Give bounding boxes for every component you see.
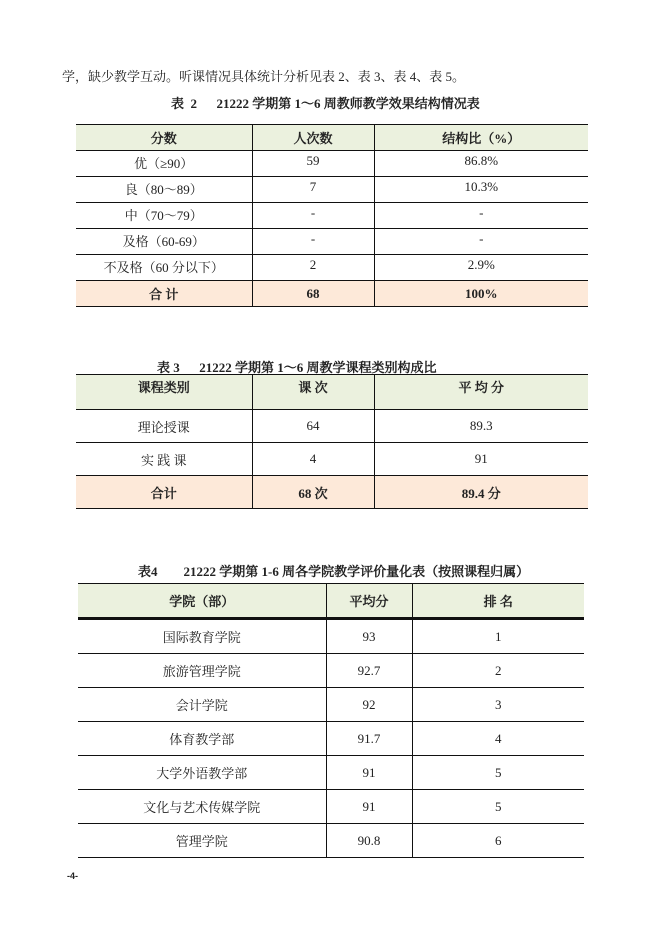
table-cell: 93 [326,619,412,654]
table-row [78,688,584,722]
table-cell: 实 践 课 [76,443,252,476]
table-cell: 4 [252,443,374,476]
table-cell: 合计 [76,476,252,509]
table-cell: 92 [326,688,412,722]
table-cell: 中（70～79） [76,203,252,229]
table-cell: 2.9% [374,255,588,281]
table-cell: 3 [412,688,584,722]
table-row [76,443,588,476]
table-cell: 64 [252,410,374,443]
table-cell: 不及格（60 分以下） [76,255,252,281]
table2-caption: 表 2 21222 学期第 1～6 周教师教学效果结构情况表 [171,96,480,111]
table-cell: 体育教学部 [78,722,326,756]
table-cell: 会计学院 [78,688,326,722]
table-cell: 理论授课 [76,410,252,443]
table-row [76,229,588,255]
table-cell: 旅游管理学院 [78,654,326,688]
table-cell: 课 次 [252,375,374,410]
table-row [78,824,584,858]
table-cell: 90.8 [326,824,412,858]
table-cell: 良（80～89） [76,177,252,203]
table-cell: 优（≥90） [76,151,252,177]
table-header-row [78,584,584,619]
table-cell: 合 计 [76,281,252,307]
table-cell: - [374,229,588,255]
table-cell: 排 名 [412,584,584,619]
table-cell: 5 [412,790,584,824]
table-cell: 89.3 [374,410,588,443]
table-row [78,722,584,756]
table-cell: 学院（部） [78,584,326,619]
table-cell: 结构比（%） [374,125,588,151]
table-cell: 平 均 分 [374,375,588,410]
table-cell: 100% [374,281,588,307]
table-cell: 91 [326,790,412,824]
table-cell: 6 [412,824,584,858]
table-cell: 10.3% [374,177,588,203]
table-cell: - [252,229,374,255]
table-cell: 管理学院 [78,824,326,858]
table-cell: 课程类别 [76,375,252,410]
table-cell: - [374,203,588,229]
table-cell: 人次数 [252,125,374,151]
table-cell: 68 [252,281,374,307]
table-cell: 4 [412,722,584,756]
table-row [78,790,584,824]
table-row [76,410,588,443]
table-cell: 92.7 [326,654,412,688]
table-row [76,255,588,281]
table-cell: 59 [252,151,374,177]
table4-caption: 表4 21222 学期第 1-6 周各学院教学评价量化表（按照课程归属） [138,564,530,579]
table-row [76,151,588,177]
table-cell: 68 次 [252,476,374,509]
table2 [76,124,588,307]
table-cell: 5 [412,756,584,790]
table-row [78,654,584,688]
table-cell: 91.7 [326,722,412,756]
page-number: -4- [67,871,78,881]
table-total-row [76,476,588,509]
table-cell: 91 [374,443,588,476]
table-cell: 2 [252,255,374,281]
table-cell: - [252,203,374,229]
table-header-row [76,125,588,151]
table-cell: 分数 [76,125,252,151]
table-row [76,203,588,229]
table-cell: 7 [252,177,374,203]
table3 [76,374,588,509]
table-total-row [76,281,588,307]
table-cell: 86.8% [374,151,588,177]
table-cell: 平均分 [326,584,412,619]
table3-caption: 表 3 21222 学期第 1～6 周教学课程类别构成比 [157,360,437,375]
table-cell: 2 [412,654,584,688]
table-cell: 89.4 分 [374,476,588,509]
table4 [78,583,584,858]
table-cell: 及格（60-69） [76,229,252,255]
body-paragraph: 学，缺少教学互动。听课情况具体统计分析见表 2、表 3、表 4、表 5。 [62,69,466,84]
table-cell: 大学外语教学部 [78,756,326,790]
table-row [78,756,584,790]
table-row [78,619,584,654]
table-header-row [76,375,588,410]
table-cell: 1 [412,619,584,654]
table-cell: 国际教育学院 [78,619,326,654]
table-cell: 91 [326,756,412,790]
table-row [76,177,588,203]
table-cell: 文化与艺术传媒学院 [78,790,326,824]
